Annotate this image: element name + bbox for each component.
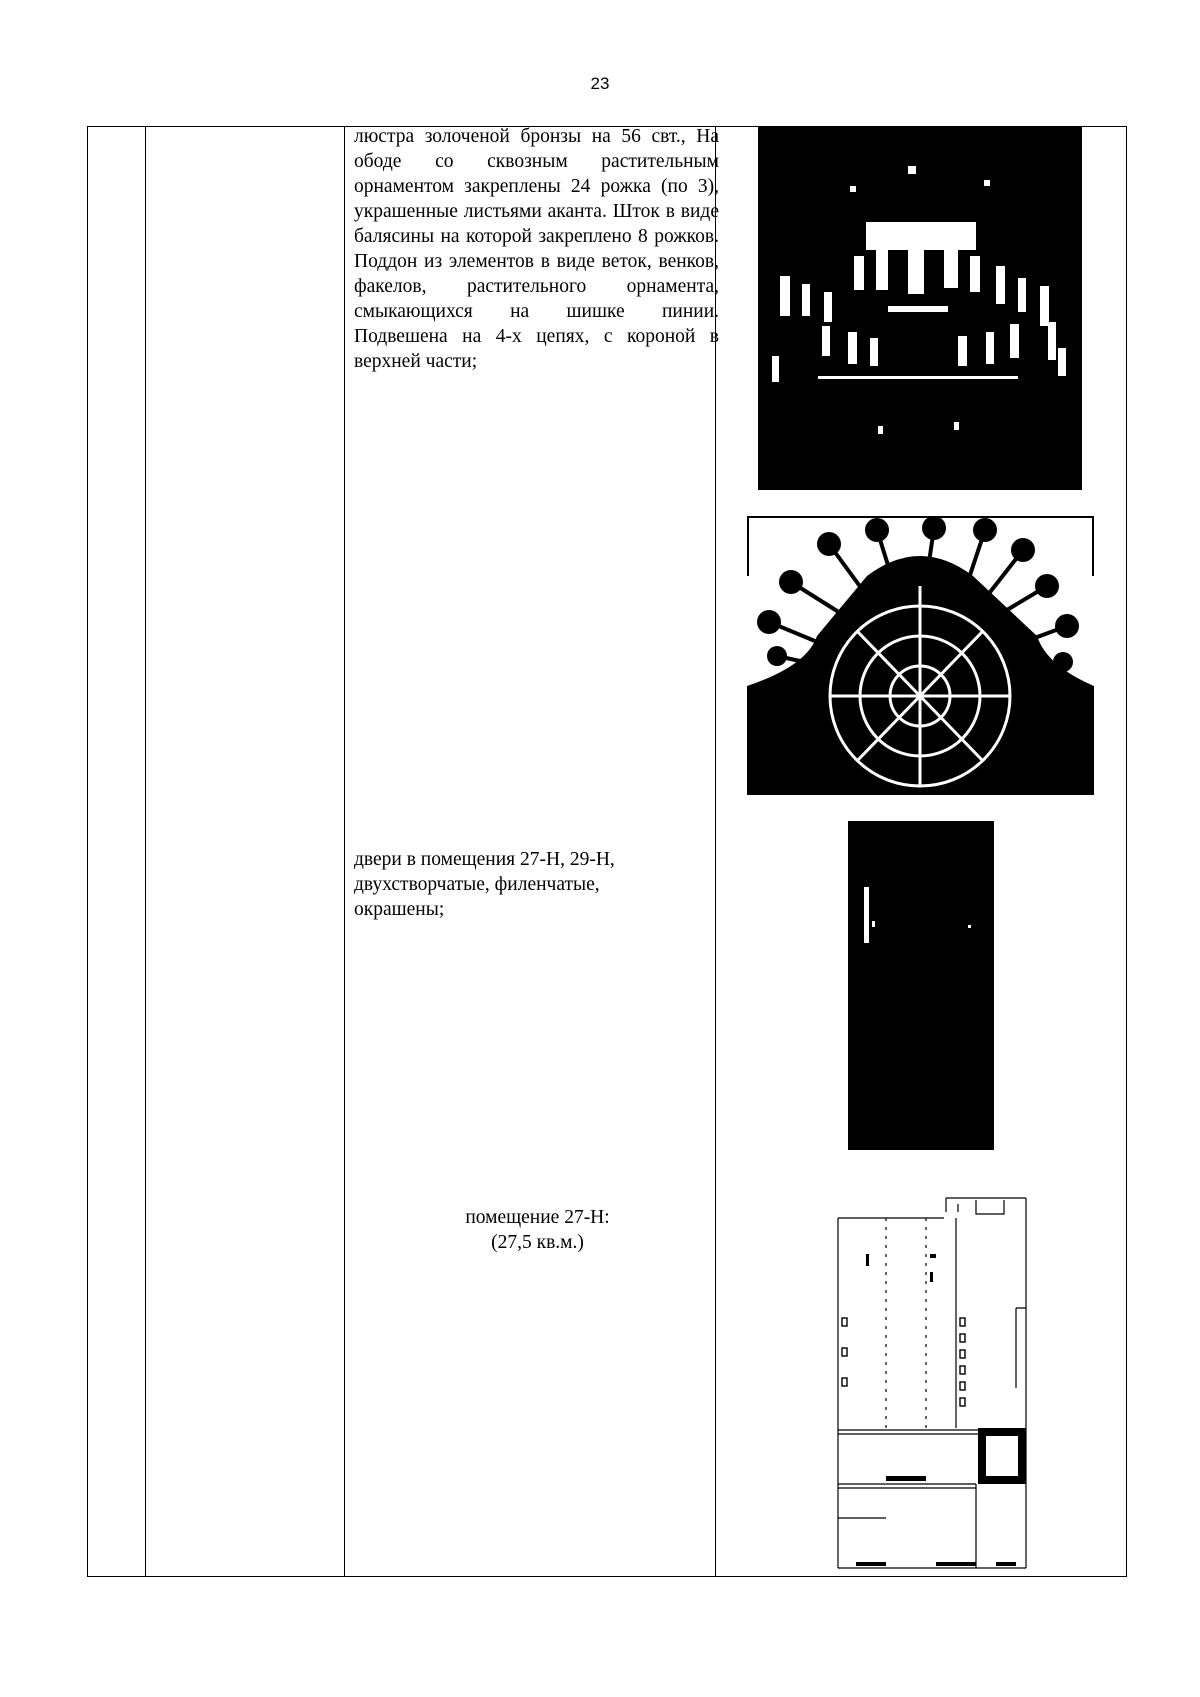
column-divider <box>145 127 146 1576</box>
doors-description: двери в помещения 27-Н, 29-Н, двухстворчатые, филенчатые, окрашены; <box>354 849 615 920</box>
floor-plan-image <box>826 1188 1035 1574</box>
column-divider <box>344 127 345 1576</box>
chandelier-description: люстра золоченой бронзы на 56 свт., На ободе со сквозным растительным орнаментом закреплены 24 рожка (по 3), украшенные листьями аканта. Шток в виде балясины на которой закреплено 8 рожков. Поддон из элементов в виде веток, венков, факелов, растительного орнамента, смыкающихся на шишке пинии. Подвешена на 4-х цепях, с короной в верхней части; <box>354 126 719 372</box>
doors-photo <box>848 821 994 1150</box>
page-number: 23 <box>590 74 610 93</box>
room-name: помещение 27-Н: <box>465 1207 610 1228</box>
chandelier-photo <box>758 126 1082 490</box>
room-area: (27,5 кв.м.) <box>491 1232 584 1253</box>
room-caption <box>400 1205 675 1255</box>
chandelier-underside-photo <box>747 516 1094 795</box>
